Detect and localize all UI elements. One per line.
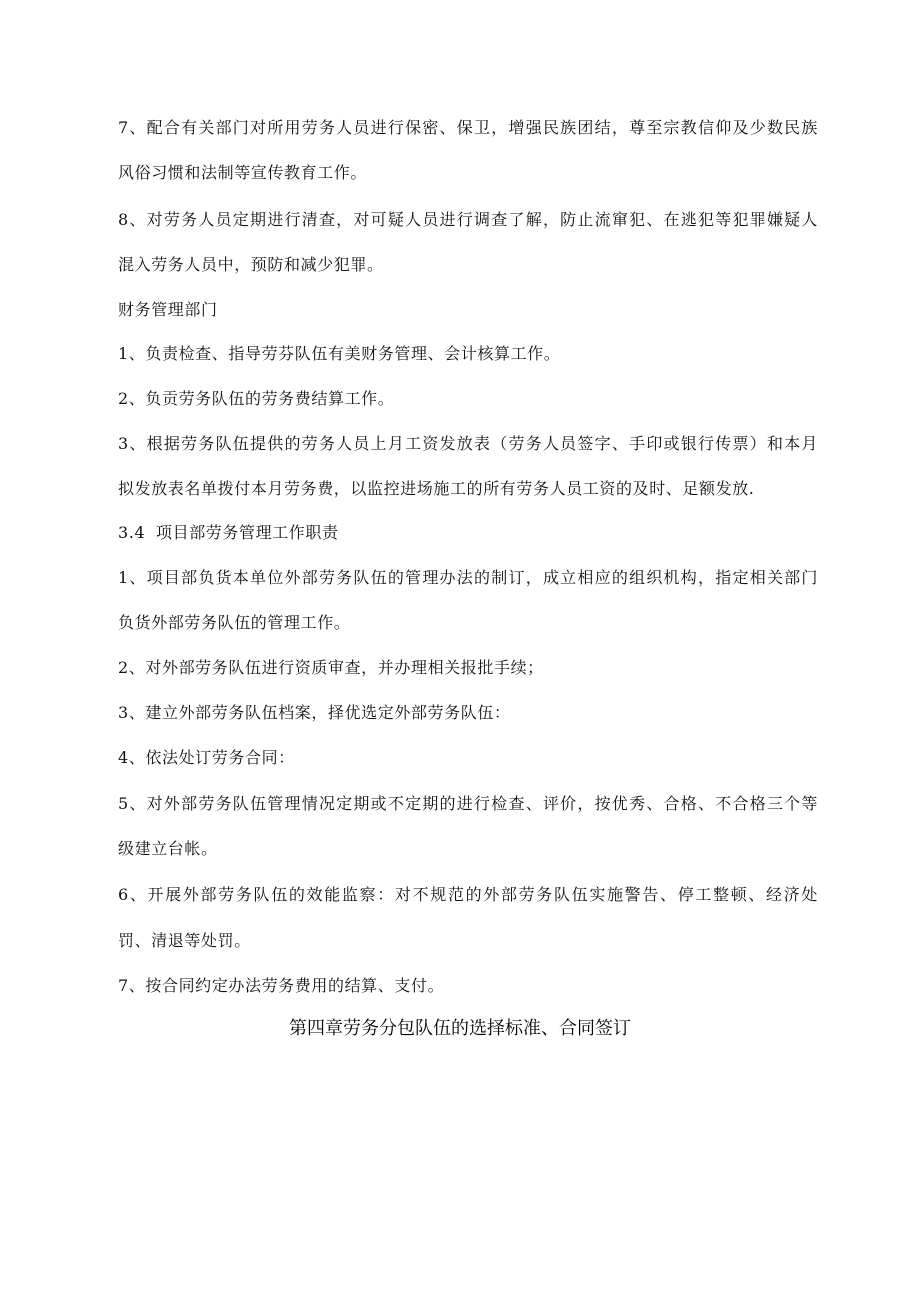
project-item-2: 2、对外部劳务队伍进行资质审查，并办理相关报批手续； [118,658,544,677]
project-item-3: 3、建立外部劳务队伍档案，择优选定外部劳务队伍： [118,703,511,722]
section-title: 项目部劳务管理工作职责 [156,523,339,542]
project-item-7: 7、按合同约定办法劳务费用的结算、支付。 [118,976,445,995]
paragraph-7-line-2: 风俗习惯和法制等宣传教育工作。 [118,163,368,182]
paragraph-8-line-2: 混入劳务人员中，预防和减少犯罪。 [118,255,384,274]
section-number: 3.4 [118,523,146,542]
paragraph-7-line-1: 7、配合有关部门对所用劳务人员进行保密、保卫，增强民族团结，尊至宗教信仰及少数民族 [118,118,818,137]
project-item-5-line-1: 5、对外部劳务队伍管理情况定期或不定期的进行检查、评价，按优秀、合格、不合格三个等 [118,794,818,813]
project-item-1-line-2: 负货外部劳务队伍的管理工作。 [118,613,351,632]
project-item-1-line-1: 1、项目部负货本单位外部劳务队伍的管理办法的制订，成立相应的组织机构，指定相关部门 [118,568,818,587]
finance-section-title: 财务管理部门 [118,300,218,319]
section-heading [118,523,818,543]
chapter-heading: 第四章劳务分包队伍的选择标准、合同签订 [289,1018,631,1039]
project-item-5-line-2: 级建立台帐。 [118,839,218,858]
project-item-6-line-1: 6、开展外部劳务队伍的效能监察：对不规范的外部劳务队伍实施警告、停工整顿、经济处 [118,885,818,904]
finance-item-1: 1、负责检查、指导劳芬队伍有美财务管理、会计核算工作。 [118,344,561,363]
paragraph-8-line-1: 8、对劳务人员定期进行清查，对可疑人员进行调查了解，防止流窜犯、在逃犯等犯罪嫌疑人 [118,210,818,229]
finance-item-3-line-1: 3、根据劳务队伍提供的劳务人员上月工资发放表（劳务人员签字、手印或银行传票）和本月 [118,434,818,453]
project-item-6-line-2: 罚、清退等处罚。 [118,931,251,950]
project-item-4: 4、依法处订劳务合同： [118,748,295,767]
finance-item-2: 2、负贡劳务队伍的劳务费结算工作。 [118,389,395,408]
finance-item-3-line-2: 拟发放表名单拨付本月劳务费，以监控进场施工的所有劳务人员工资的及时、足额发放. [118,479,755,498]
